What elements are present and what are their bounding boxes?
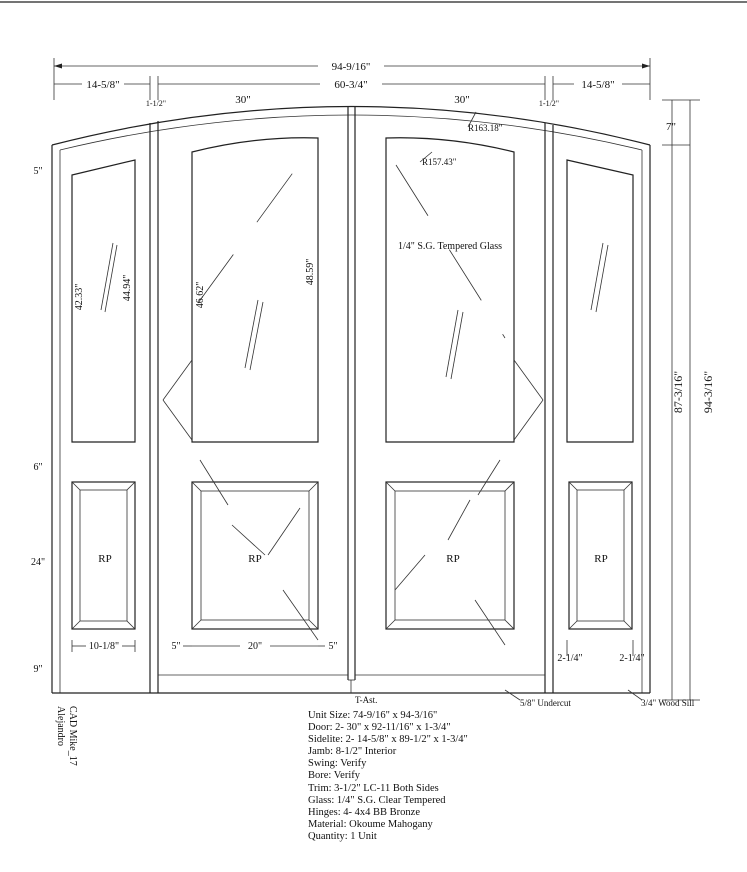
- spec-trim: Trim: 3-1/2" LC-11 Both Sides: [308, 782, 439, 794]
- left-sidelite-glass: [72, 160, 135, 442]
- panel-right-margin: 5": [328, 641, 338, 652]
- client-name: Alejandro: [55, 706, 66, 746]
- spec-swing: Swing: Verify: [308, 758, 367, 770]
- panel-label-right-door: RP: [446, 553, 460, 565]
- spec-door: Door: 2- 30" x 92-11/16" x 1-3/4": [308, 722, 451, 734]
- inner-radius-label: R157.43": [422, 157, 457, 167]
- drafter-credit: [55, 706, 126, 766]
- astragal-label: T-Ast.: [355, 695, 378, 705]
- door-pair-width: 60-3/4": [334, 79, 368, 91]
- right-sidelite-width: 14-5/8": [581, 79, 615, 91]
- arch-rise: 7": [666, 121, 676, 133]
- right-door-width: 30": [454, 94, 470, 106]
- left-door-width: 30": [235, 94, 251, 106]
- mid-rail-height: 6": [33, 462, 43, 473]
- right-sidelite-glass: [567, 160, 633, 442]
- spec-jamb: Jamb: 8-1/2" Interior: [308, 746, 397, 758]
- panel-right-gap-a: 2-1/4": [557, 653, 583, 664]
- glass-note: 1/4" S.G. Tempered Glass: [397, 241, 503, 252]
- spec-glass: Glass: 1/4" S.G. Clear Tempered: [308, 794, 446, 806]
- door-glass-short-height: 46.62": [195, 281, 206, 309]
- undercut-label: 5/8" Undercut: [520, 698, 571, 708]
- spec-quantity: Quantity: 1 Unit: [308, 830, 377, 842]
- left-glass-short-height: 42.33": [74, 283, 85, 311]
- right-jamb-width: 1-1/2": [538, 99, 560, 108]
- panel-right-gap-b: 2-1/4": [619, 653, 645, 664]
- panel-door-width: 20": [247, 641, 263, 652]
- spec-material: Material: Okoume Mahogany: [308, 818, 433, 830]
- left-glass-long-height: 44.94": [122, 274, 133, 302]
- panel-height: 24": [30, 557, 46, 568]
- panel-left-margin: 5": [171, 641, 181, 652]
- left-jamb-width: 1-1/2": [145, 99, 167, 108]
- spec-unit-size: Unit Size: 74-9/16" x 94-3/16": [308, 710, 438, 721]
- panel-sidelite-width: 10-1/8": [88, 641, 120, 652]
- outer-arch: [52, 107, 650, 146]
- left-height-labels: [31, 166, 45, 675]
- panel-label-left-door: RP: [248, 553, 262, 565]
- spec-bore: Bore: Verify: [308, 770, 361, 782]
- left-sidelite-width: 14-5/8": [86, 79, 120, 91]
- overall-width-label: 94-9/16": [331, 61, 371, 73]
- right-door-glass: [386, 138, 543, 442]
- spec-hinges: Hinges: 4- 4x4 BB Bronze: [308, 806, 420, 818]
- panel-label-right-sidelite: RP: [594, 553, 608, 565]
- spec-list: [308, 710, 468, 843]
- top-rail-height: 5": [33, 166, 43, 177]
- bottom-rail-height: 9": [33, 664, 43, 675]
- outer-radius-label: R163.18": [468, 123, 503, 133]
- overall-height: 94-3/16": [701, 370, 715, 414]
- inner-arch: [60, 115, 642, 150]
- sill-label: 3/4" Wood Sill: [641, 698, 695, 708]
- inner-height: 87-3/16": [671, 370, 685, 414]
- segment-width-dimensions: [54, 76, 650, 108]
- raised-panels: [72, 460, 632, 645]
- panel-label-left-sidelite: RP: [98, 553, 112, 565]
- drafter-name: CAD Mike_17: [67, 706, 78, 766]
- left-door-glass: [163, 138, 318, 442]
- door-frame: [52, 106, 650, 693]
- spec-sidelite: Sidelite: 2- 14-5/8" x 89-1/2" x 1-3/4": [308, 734, 468, 746]
- door-glass-long-height: 48.59": [305, 258, 316, 286]
